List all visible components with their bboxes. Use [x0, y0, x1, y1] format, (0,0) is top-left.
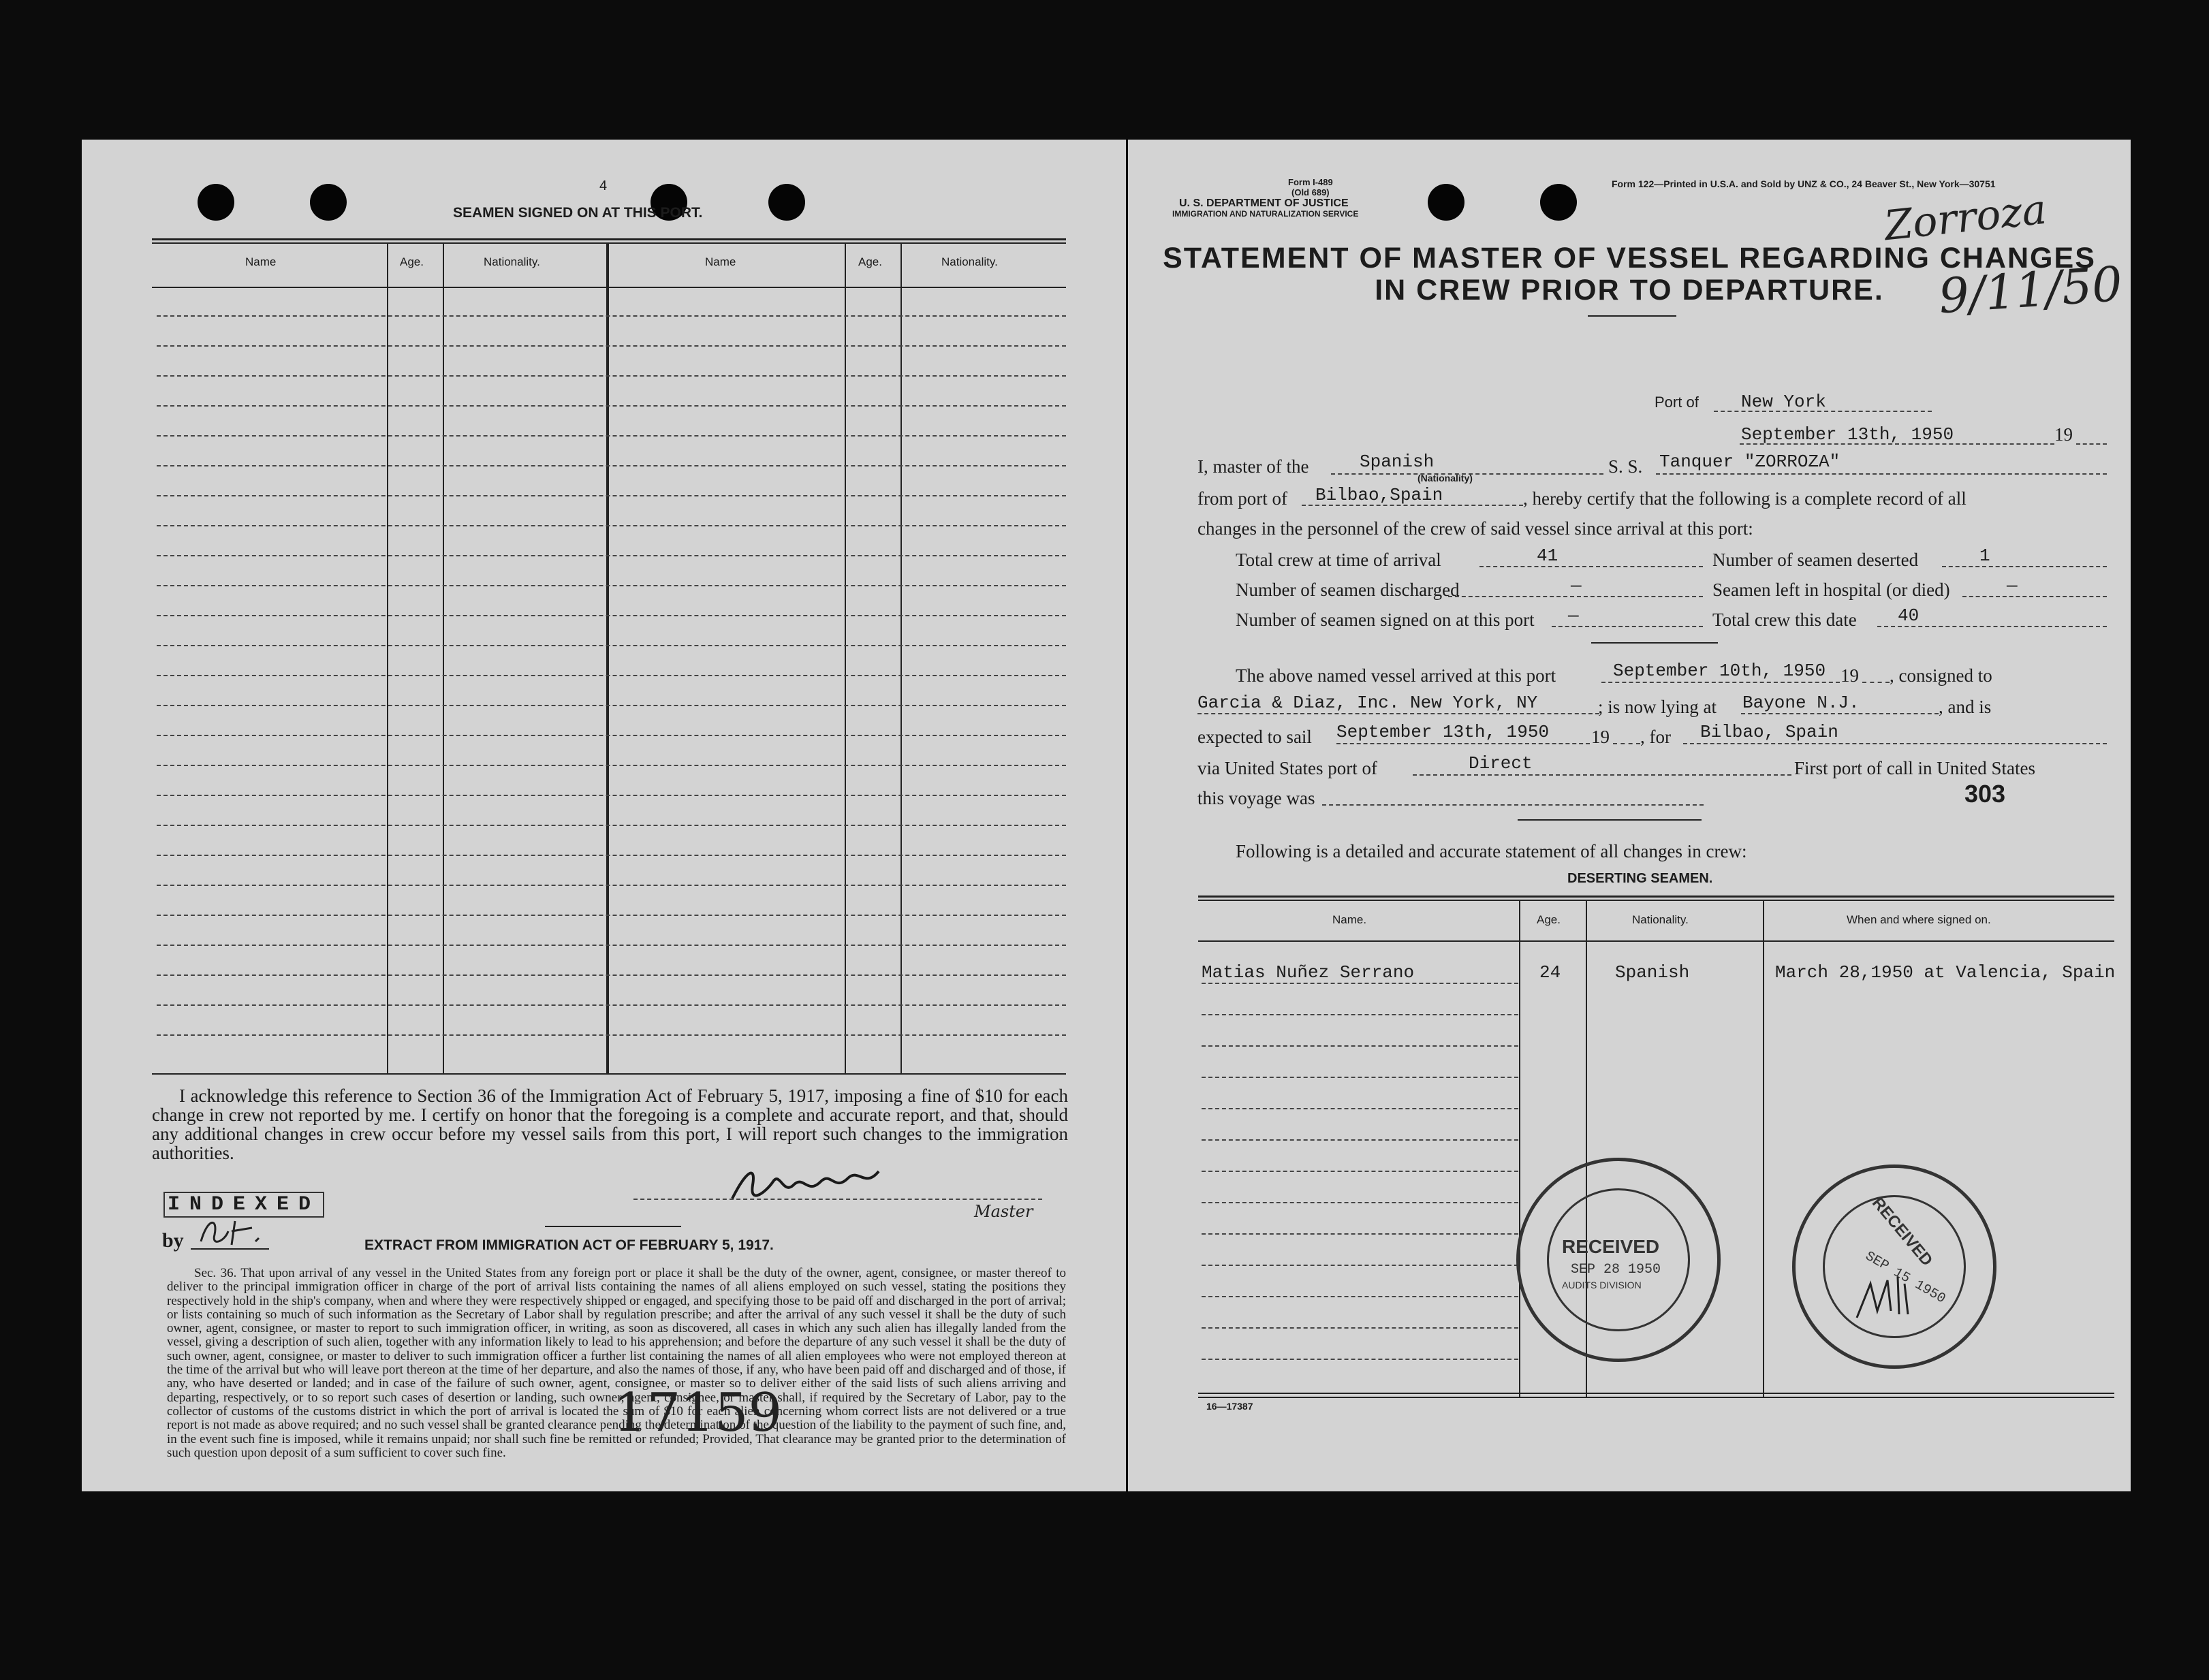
and-is-label: , and is — [1939, 697, 1992, 717]
master-signature — [719, 1158, 896, 1212]
handwritten-date: 9/11/50 — [1937, 255, 2125, 325]
extract-text: That upon arrival of any vessel in the United States from any foreign port or place it shall be the duty of the owner, agent, consignee, or master thereof to deliver to the principal immigration officer in charge of the port of arrival lists containing the names of all aliens employed on such vessel, stating the positions they respectively hold in the ship's company, when and where they were respectively shipped or engaged, and specifying those to be paid off and discharged in the port of arrival; or lists containing so much of such information as the Secretary of Labor shall by regulation prescribe; and after the arrival of any such vessel it shall be the duty of such owner, agent, consignee, or master to report to such immigration officer, in writing, as soon as discovered, all cases in which any such alien has illegally landed from the vessel, giving a description of such alien, together with any information likely to lead to his apprehension; and before the departure of any such vessel it shall be the duty of such owner, agent, consignee, or master to deliver to such immigration officer a further list containing the names of all alien employees who were not employed thereon at the time of the arrival but who will leave port thereon at the time of her departure, and also the names of those, if any, who have been paid off and discharged and of those, if any, who have deserted or landed; and in case of the failure of such owner, agent, consignee, or master so to deliver either of the said lists of such aliens arriving and departing, respectively, or to so report such cases of desertion or landing, such owner, agent, consignee, or master shall, if required by the Secretary of Labor, pay to the collector of customs of the customs district in which the port of arrival is located the sum of $10 for each alien concerning whom correct lists are not delivered or a true report is not made as above required; and no such vessel shall be granted clearance pending the determination of the question of the liability to the payment of such fine, and, in the event such fine is imposed, while it remains unpaid; nor shall such fine be remitted or refunded; Provided, That clearance may be granted prior to the determination of such question upon deposit of a sum sufficient to cover such fine. — [167, 1266, 1066, 1460]
left-page — [82, 140, 1126, 1491]
punch-hole — [198, 184, 234, 221]
first-port-label: First port of call in United States — [1794, 758, 2035, 778]
deserter-age: 24 — [1539, 962, 1561, 983]
following-text: Following is a detailed and accurate statement of all changes in crew: — [1236, 841, 1747, 861]
stamp-date: SEP 15 1950 — [1862, 1248, 1948, 1307]
printer-note: Form 122—Printed in U.S.A. and Sold by UNZ & CO., 24 Beaver St., New York—30751 — [1612, 178, 1996, 189]
expected-value: September 13th, 1950 — [1336, 722, 1550, 742]
title-line-1: STATEMENT OF MASTER OF VESSEL REGARDING CHANGES — [1163, 242, 2096, 274]
col-header-name: Name — [245, 255, 277, 268]
received-stamp — [1792, 1164, 1996, 1369]
col-header-name: Name — [705, 255, 736, 268]
from-port-value: Bilbao,Spain — [1315, 485, 1443, 505]
total-date-value: 40 — [1898, 605, 1920, 626]
discharged-label: Number of seamen discharged — [1236, 580, 1460, 600]
stamp-division: AUDITS DIVISION — [1562, 1280, 1642, 1290]
punch-hole — [310, 184, 347, 221]
service: IMMIGRATION AND NATURALIZATION SERVICE — [1172, 209, 1359, 219]
discharged-value: — — [1571, 575, 1582, 596]
deserter-nationality: Spanish — [1615, 962, 1690, 983]
acknowledgment-text: I acknowledge this reference to Section 36 of the Immigration Act of February 5, 1917, imposing a fine of $10 for each change in crew not reported by me. I certify on honor that the foregoing is a complete and accurate report, and that, should any additional changes in crew occur before my vessel sails from this port, I will report such changes to the immigration authorities. — [152, 1085, 1068, 1163]
col-header-nationality: Nationality. — [484, 255, 540, 268]
received-stamp — [1516, 1158, 1721, 1362]
punch-hole — [1428, 184, 1464, 221]
footer-code: 16—17387 — [1206, 1401, 1253, 1412]
port-value: New York — [1741, 392, 1826, 412]
expected-year: 19 — [1591, 727, 1610, 747]
via-value: Direct — [1469, 753, 1533, 774]
nationality-value: Spanish — [1360, 451, 1435, 472]
extract-title: EXTRACT FROM IMMIGRATION ACT OF FEBRUARY 5, 1917. — [364, 1237, 774, 1253]
handwritten-number: 17159 — [613, 1382, 783, 1444]
right-page — [1128, 140, 2131, 1491]
indexed-stamp: INDEXED — [163, 1192, 324, 1218]
sec-label: Sec. 36. — [194, 1266, 237, 1280]
stamp-date: SEP 28 1950 — [1571, 1262, 1661, 1278]
lying-value: Bayone N.J. — [1742, 693, 1860, 713]
col-header-age: Age. — [400, 255, 424, 268]
from-port-label: from port of — [1197, 488, 1287, 509]
initials-signature — [194, 1214, 269, 1248]
handwritten-vessel: Zorroza — [1881, 185, 2049, 251]
master-label: Master — [974, 1202, 1033, 1221]
via-label: via United States port of — [1197, 758, 1377, 778]
for-value: Bilbao, Spain — [1700, 722, 1838, 742]
lying-label: ; is now lying at — [1598, 697, 1717, 717]
hospital-label: Seamen left in hospital (or died) — [1712, 580, 1950, 600]
title-line-2: IN CREW PRIOR TO DEPARTURE. — [1375, 274, 1884, 306]
consignee-value: Garcia & Diaz, Inc. New York, NY — [1197, 693, 1538, 713]
punch-hole — [768, 184, 805, 221]
col-header-nationality: Nationality. — [941, 255, 998, 268]
stamp-signature — [1850, 1270, 1925, 1325]
deserting-heading: DESERTING SEAMEN. — [1567, 871, 1713, 886]
by-label: by — [162, 1229, 184, 1252]
changes-text: changes in the personnel of the crew of said vessel since arrival at this port: — [1197, 518, 1753, 539]
stamp-received-text: RECEIVED — [1868, 1194, 1937, 1270]
stamped-number: 303 — [1964, 780, 2006, 808]
date-value: September 13th, 1950 — [1741, 424, 1954, 445]
year-prefix: 19 — [2054, 424, 2073, 445]
arrived-label: The above named vessel arrived at this port — [1236, 665, 1556, 686]
total-arrival-label: Total crew at time of arrival — [1236, 550, 1441, 570]
deserter-signed-on: March 28,1950 at Valencia, Spain — [1775, 962, 2116, 983]
vessel-value: Tanquer "ZORROZA" — [1659, 451, 1840, 472]
for-label: , for — [1640, 727, 1671, 747]
deserting-header-nationality: Nationality. — [1632, 913, 1689, 926]
arrived-value: September 10th, 1950 — [1613, 661, 1826, 681]
nationality-caption: (Nationality) — [1417, 473, 1473, 484]
deserter-name: Matias Nuñez Serrano — [1202, 962, 1415, 983]
port-label: Port of — [1655, 394, 1699, 411]
deserting-header-signed-on: When and where signed on. — [1847, 913, 1991, 926]
total-arrival-value: 41 — [1537, 545, 1558, 566]
certify-text: , hereby certify that the following is a complete record of all — [1523, 488, 1967, 509]
deserted-label: Number of seamen deserted — [1712, 550, 1919, 570]
expected-label: expected to sail — [1197, 727, 1312, 747]
deserting-header-age: Age. — [1537, 913, 1561, 926]
department: U. S. DEPARTMENT OF JUSTICE — [1179, 197, 1349, 209]
stamp-received-text: RECEIVED — [1562, 1236, 1660, 1257]
form-old: (Old 689) — [1291, 187, 1330, 197]
deserting-header-name: Name. — [1332, 913, 1367, 926]
signed-on-label: Number of seamen signed on at this port — [1236, 609, 1535, 630]
col-header-age: Age. — [858, 255, 882, 268]
seamen-signed-heading: SEAMEN SIGNED ON AT THIS PORT. — [453, 205, 703, 221]
consigned-label: , consigned to — [1890, 665, 1992, 686]
voyage-label: this voyage was — [1197, 788, 1315, 808]
arrived-year: 19 — [1840, 665, 1859, 686]
total-date-label: Total crew this date — [1712, 609, 1857, 630]
form-id: Form I-489 — [1288, 177, 1333, 187]
page-number: 4 — [599, 178, 608, 193]
punch-hole — [1540, 184, 1577, 221]
hospital-value: — — [2007, 575, 2018, 596]
ss-label: S. S. — [1608, 456, 1643, 477]
deserted-value: 1 — [1979, 545, 1990, 566]
signed-on-value: — — [1568, 605, 1579, 626]
master-of-label: I, master of the — [1197, 456, 1309, 477]
